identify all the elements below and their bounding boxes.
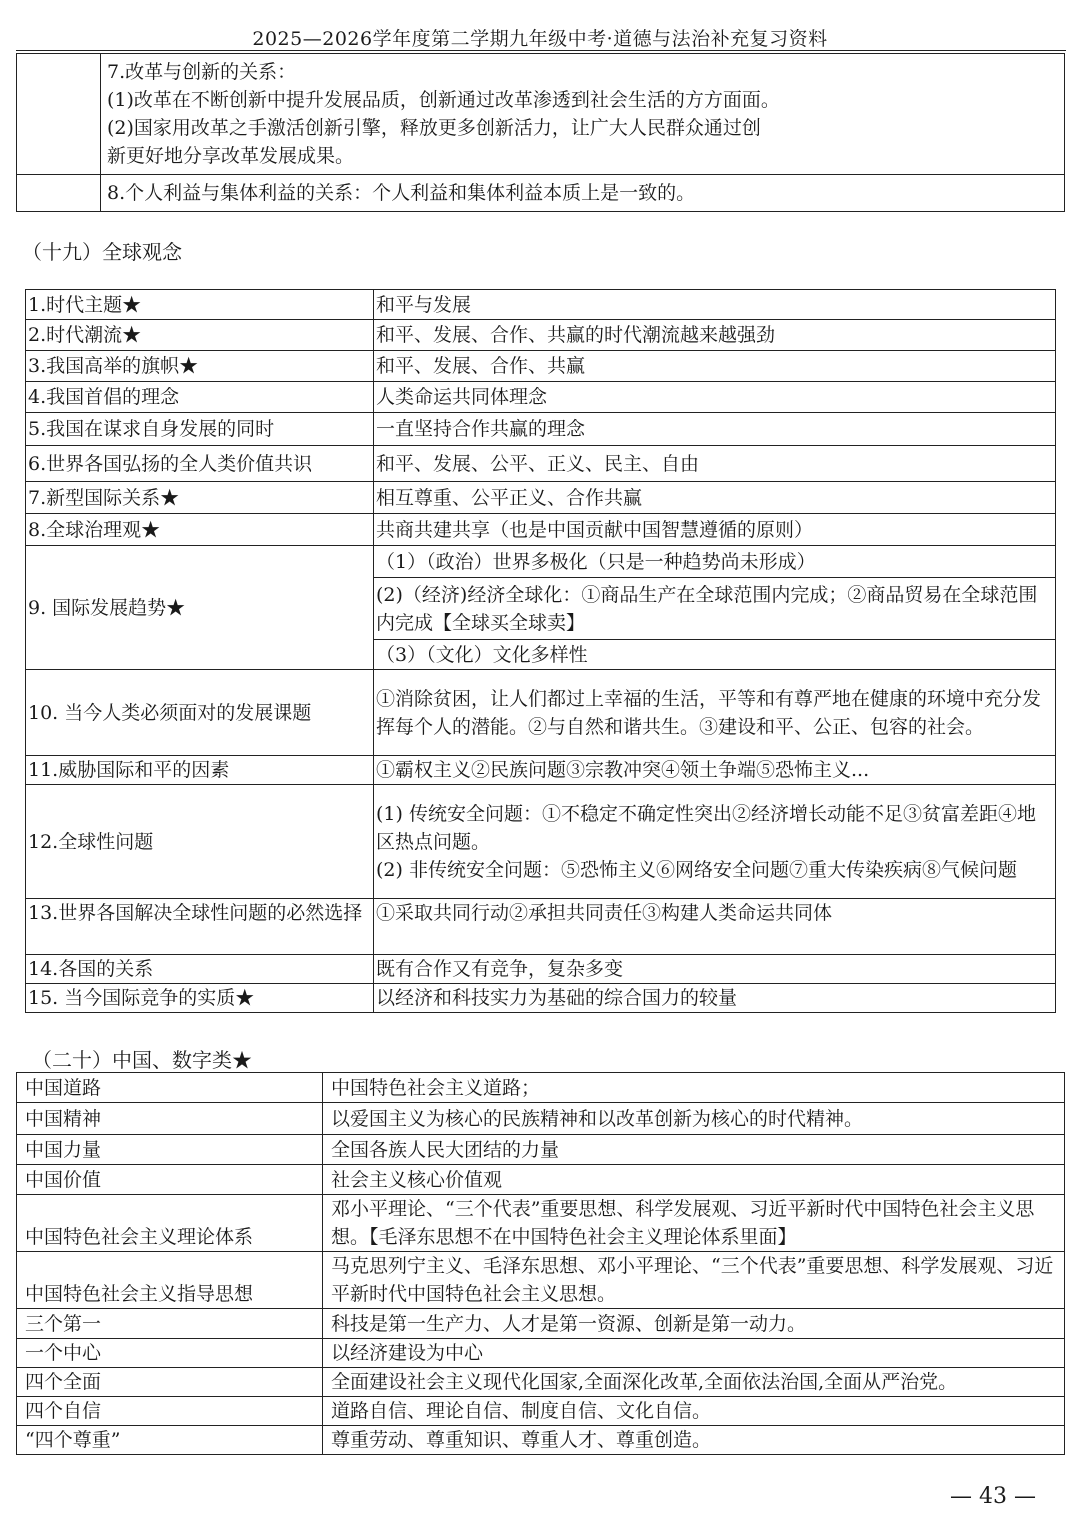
row-value: 邓小平理论、“三个代表”重要思想、科学发展观、习近平新时代中国特色社会主义思想。【毛泽东思想不在中国特色社会主义理论体系里面】 — [323, 1195, 1065, 1252]
row-value: 人类命运共同体理念 — [374, 382, 1056, 413]
row-key: 3.我国高举的旗帜★ — [26, 351, 374, 382]
row13-key: 13.世界各国解决全球性问题的必然选择 — [26, 899, 374, 955]
row12-value-2: (2) 非传统安全问题：⑤恐怖主义⑥网络安全问题⑦重大传染疾病⑧气候问题 — [376, 858, 1017, 881]
row-key: 中国价值 — [17, 1165, 323, 1195]
item7-title: 7.改革与创新的关系： — [107, 61, 297, 83]
row12-value-1: (1) 传统安全问题：①不稳定不确定性突出②经济增长动能不足③贫富差距④地区热点问题。 — [376, 802, 1036, 853]
header-rule — [16, 50, 1066, 51]
row14-value: 既有合作又有竞争，复杂多变 — [374, 955, 1056, 984]
row-key: 中国特色社会主义指导思想 — [17, 1252, 323, 1309]
row15-key: 15. 当今国际竞争的实质★ — [26, 984, 374, 1013]
china-numbers-table — [16, 1072, 1065, 1455]
row11-value: ①霸权主义②民族问题③宗教冲突④领土争端⑤恐怖主义... — [374, 756, 1056, 785]
row-value: 道路自信、理论自信、制度自信、文化自信。 — [323, 1397, 1065, 1426]
row-value: 科技是第一生产力、人才是第一资源、创新是第一动力。 — [323, 1309, 1065, 1339]
row-value: 共商共建共享（也是中国贡献中国智慧遵循的原则） — [374, 514, 1056, 546]
global-concept-table — [25, 289, 1056, 1013]
row14-key: 14.各国的关系 — [26, 955, 374, 984]
row-key: 7.新型国际关系★ — [26, 482, 374, 514]
row-key: 中国道路 — [17, 1073, 323, 1103]
row-key: 一个中心 — [17, 1339, 323, 1368]
row12-key: 12.全球性问题 — [26, 785, 374, 899]
row9-value-3: （3）（文化）文化多样性 — [374, 640, 1056, 670]
row-value: 和平、发展、合作、共赢的时代潮流越来越强劲 — [374, 320, 1056, 351]
row-value: 全面建设社会主义现代化国家,全面深化改革,全面依法治国,全面从严治党。 — [323, 1368, 1065, 1397]
page-header: 2025—2026学年度第二学期九年级中考·道德与法治补充复习资料 — [252, 28, 828, 50]
row-value: 以经济建设为中心 — [323, 1339, 1065, 1368]
row-key: 中国特色社会主义理论体系 — [17, 1195, 323, 1252]
row-key: 1.时代主题★ — [26, 290, 374, 320]
row-key: 2.时代潮流★ — [26, 320, 374, 351]
row10-value: ①消除贫困，让人们都过上幸福的生活，平等和有尊严地在健康的环境中充分发挥每个人的潜能。②与自然和谐共生。③建设和平、公正、包容的社会。 — [374, 670, 1056, 756]
item7-point1: (1)改革在不断创新中提升发展品质，创新通过改革渗透到社会生活的方方面面。 — [107, 89, 780, 111]
row-value: 中国特色社会主义道路； — [323, 1073, 1065, 1103]
row-key: 四个全面 — [17, 1368, 323, 1397]
row-value: 和平、发展、公平、正义、民主、自由 — [374, 446, 1056, 482]
reform-table-blank-cell — [17, 54, 101, 175]
row-key: 5.我国在谋求自身发展的同时 — [26, 413, 374, 446]
row-key: 8.全球治理观★ — [26, 514, 374, 546]
row9-value-1: （1）（政治）世界多极化（只是一种趋势尚未形成） — [374, 546, 1056, 578]
row-value: 社会主义核心价值观 — [323, 1165, 1065, 1195]
row-value: 相互尊重、公平正义、合作共赢 — [374, 482, 1056, 514]
row-value: 尊重劳动、尊重知识、尊重人才、尊重创造。 — [323, 1426, 1065, 1455]
section19-title: （十九）全球观念 — [22, 240, 182, 264]
row-value: 和平与发展 — [374, 290, 1056, 320]
row-key: 中国力量 — [17, 1135, 323, 1165]
row13-value: ①采取共同行动②承担共同责任③构建人类命运共同体 — [374, 899, 1056, 955]
row-value: 和平、发展、合作、共赢 — [374, 351, 1056, 382]
row10-key: 10. 当今人类必须面对的发展课题 — [26, 670, 374, 756]
row15-value: 以经济和科技实力为基础的综合国力的较量 — [374, 984, 1056, 1013]
section20-title: （二十）中国、数字类★ — [32, 1048, 252, 1072]
row-key: 四个自信 — [17, 1397, 323, 1426]
item8-cell: 8.个人利益与集体利益的关系：个人利益和集体利益本质上是一致的。 — [101, 175, 1065, 212]
reform-table — [16, 53, 1065, 212]
row-key: 三个第一 — [17, 1309, 323, 1339]
reform-table-blank-cell — [17, 175, 101, 212]
item7-cell — [101, 54, 1065, 175]
row-value: 全国各族人民大团结的力量 — [323, 1135, 1065, 1165]
row9-key: 9. 国际发展趋势★ — [26, 546, 374, 670]
row-value: 马克思列宁主义、毛泽东思想、邓小平理论、“三个代表”重要思想、科学发展观、习近平新时代中国特色社会主义思想。 — [323, 1252, 1065, 1309]
row-value: 以爱国主义为核心的民族精神和以改革创新为核心的时代精神。 — [323, 1103, 1065, 1135]
row12-value — [374, 785, 1056, 899]
row9-value-2: (2)（经济)经济全球化：①商品生产在全球范围内完成；②商品贸易在全球范围内完成【全球买全球卖】 — [374, 578, 1056, 640]
row-key: 4.我国首倡的理念 — [26, 382, 374, 413]
row-value: 一直坚持合作共赢的理念 — [374, 413, 1056, 446]
row-key: 6.世界各国弘扬的全人类价值共识 — [26, 446, 374, 482]
page-number: — 43 — — [950, 1484, 1036, 1509]
row-key: “四个尊重” — [17, 1426, 323, 1455]
item7-point2b: 新更好地分享改革发展成果。 — [107, 145, 355, 167]
row11-key: 11.威胁国际和平的因素 — [26, 756, 374, 785]
row-key: 中国精神 — [17, 1103, 323, 1135]
item7-point2a: (2)国家用改革之手激活创新引擎，释放更多创新活力，让广大人民群众通过创 — [107, 117, 761, 139]
